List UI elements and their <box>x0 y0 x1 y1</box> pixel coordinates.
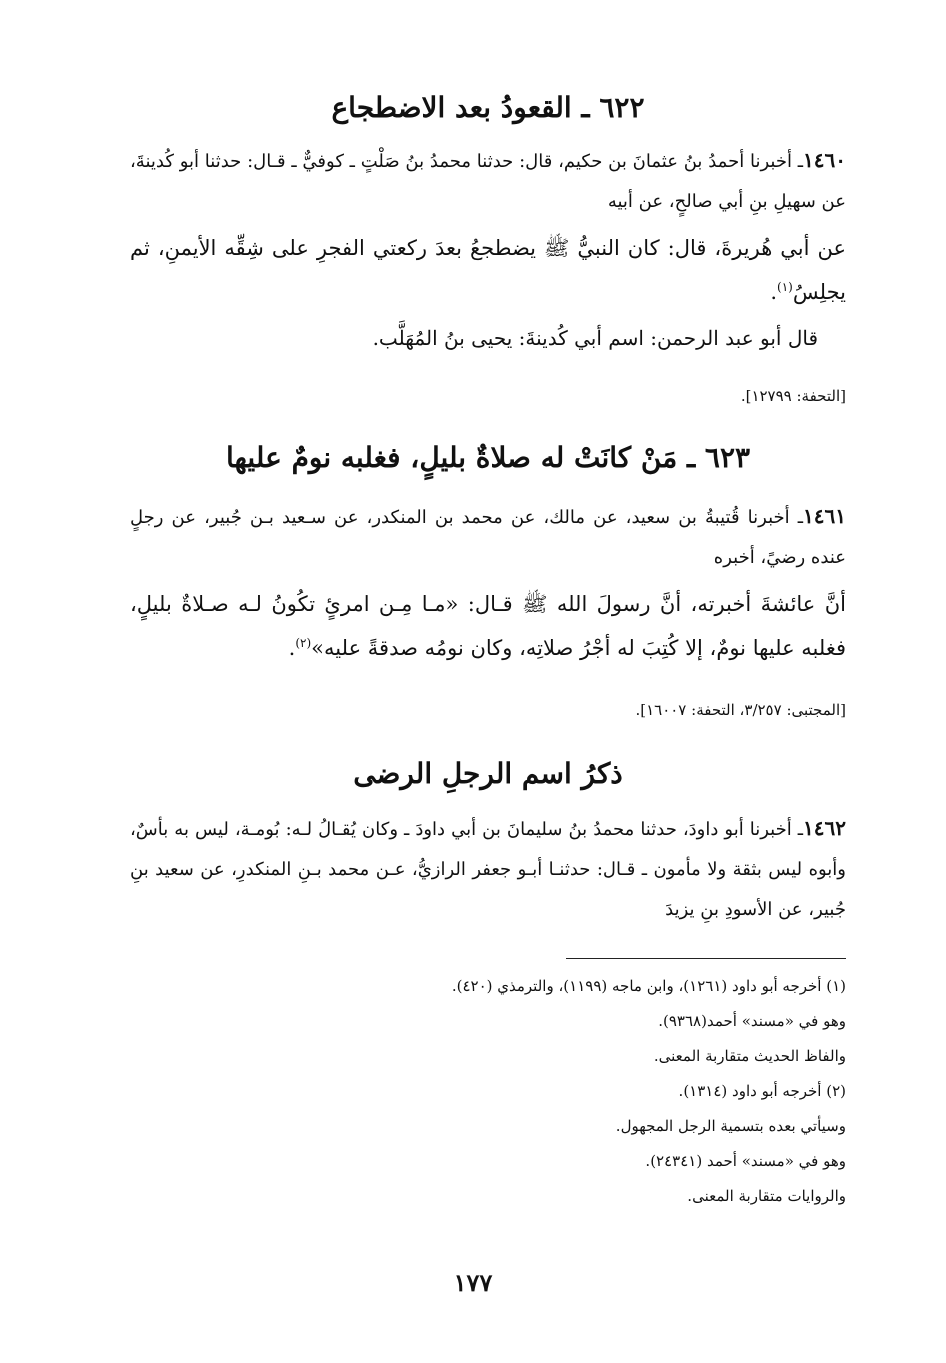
chapter-heading-622: ٦٢٢ ـ القعودُ بعد الاضطجاع <box>331 91 645 124</box>
hadith-1461-reference: [المجتبى: ٣/٢٥٧، التحفة: ١٦٠٠٧]. <box>635 701 846 719</box>
footnote-line: (٢) أخرجه أبو داود (١٣١٤). <box>678 1082 846 1100</box>
footnote-line: وهو في «مسند» أحمد (٢٤٣٤١). <box>645 1152 846 1170</box>
footnote-marker[interactable]: (١) <box>777 280 793 294</box>
hadith-1461-matn <box>130 582 846 670</box>
isnad-text: ـ أخبرنا أبو داودَ، حدثنا محمدُ بنُ سليمانَ بن أبي داودَ ـ وكان يُقـالُ لـه: بُومـة، ليس به بأسٌ، وأبوه ليس بثقة ولا مأمون ـ قـال: حدثنـا أبـو جعفر الرازيُّ، عـن محمد بـنِ المنكدرِ، عن سعيد بنِ جُبير، عن الأسودِ بنِ يزيدَ <box>130 819 847 920</box>
matn-end: . <box>288 636 296 660</box>
hadith-1460-matn <box>130 226 846 314</box>
hadith-number: ١٤٦٠ <box>803 148 846 172</box>
page-number: ١٧٧ <box>453 1268 493 1297</box>
isnad-text: ـ أخبرنا قُتيبةُ بن سعيد، عن مالك، عن محمد بن المنكدر، عن سـعيد بـن جُبير، عن رجلٍ عنده رضيً، أخبره <box>130 507 846 568</box>
chapter-heading-623: ٦٢٣ ـ مَنْ كانَتْ له صلاةٌ بليلٍ، فغلبه نومٌ عليها <box>225 441 751 474</box>
matn-text: عن أبي هُريرةَ، قال: كان النبيُّ ﷺ يضطجعُ بعدَ ركعتي الفجرِ على شِقِّه الأيمنِ، ثم يجلِسُ <box>130 236 846 304</box>
matn-end: . <box>770 280 778 304</box>
hadith-1460-comment: قال أبو عبد الرحمن: اسم أبي كُدينةَ: يحيى بنُ المُهَلَّب. <box>372 326 818 350</box>
footnote-line: والفاظ الحديث متقاربة المعنى. <box>653 1047 846 1065</box>
hadith-number: ١٤٦١ <box>803 504 846 528</box>
footnote-line: وهو في «مسند» أحمد(٩٣٦٨). <box>658 1012 846 1030</box>
section-heading-dhikr: ذكرُ اسم الرجلِ الرضى <box>353 757 623 790</box>
footnote-separator <box>566 958 846 959</box>
hadith-number: ١٤٦٢ <box>803 816 846 840</box>
footnotes <box>130 969 846 1214</box>
hadith-1460-isnad <box>130 140 846 222</box>
hadith-1460-reference: [التحفة: ١٢٧٩٩]. <box>740 387 846 405</box>
isnad-text: ـ أخبرنا أحمدُ بنُ عثمانَ بن حكيم، قال: حدثنا محمدُ بنُ صَلْتٍ ـ كوفيٌّ ـ قـال: حدثنا أبو كُدينةَ، عن سهيلِ بنِ أبي صالحٍ، عن أبيه <box>130 151 846 212</box>
matn-text: أنَّ عائشةَ أخبرته، أنَّ رسولَ الله ﷺ قـال: «مـا مِـن امرئٍ تكُونُ لـه صـلاةٌ بليلٍ، فغلبه عليها نومٌ، إلا كُتِبَ له أجْرُ صلاتِه، وكان نومُه صدقةً عليه» <box>130 592 846 660</box>
hadith-1462-isnad <box>130 808 846 930</box>
footnote-line: (١) أخرجه أبو داود (١٢٦١)، وابن ماجه (١١٩٩)، والترمذي (٤٢٠). <box>451 977 846 995</box>
footnote-line: والروايات متقاربة المعنى. <box>687 1187 846 1205</box>
hadith-1461-isnad <box>130 496 846 578</box>
footnote-marker[interactable]: (٢) <box>295 636 312 650</box>
footnote-line: وسيأتي بعده بتسمية الرجل المجهول. <box>615 1117 846 1135</box>
